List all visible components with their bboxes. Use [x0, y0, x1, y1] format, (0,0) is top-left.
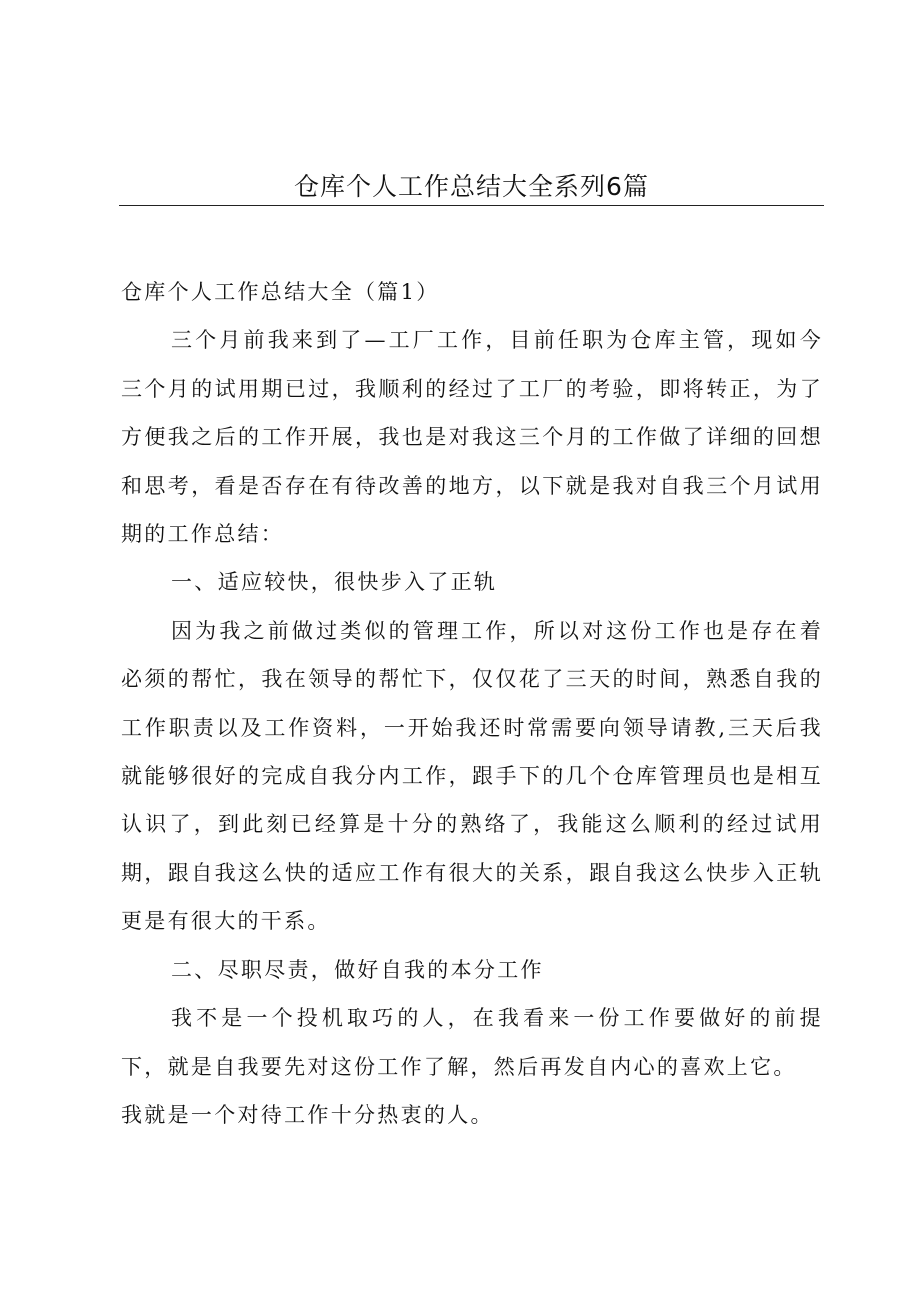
- title-block: [119, 171, 824, 206]
- section-heading-1: 一、适应较快，很快步入了正轨: [171, 570, 498, 595]
- paragraph-section-2: 我不是一个投机取巧的人，在我看来一份工作要做好的前提下，就是自我要先对这份工作了解，然后再发自内心的喜欢上它。: [121, 1006, 823, 1079]
- paragraph-closing: 我就是一个对待工作十分热衷的人。: [121, 1102, 494, 1127]
- article-heading: 仓库个人工作总结大全（篇1）: [121, 280, 440, 304]
- section-heading-2: 二、尽职尽责，做好自我的本分工作: [171, 957, 544, 982]
- document-body: [121, 268, 823, 1139]
- paragraph-intro: 三个月前我来到了—工厂工作，目前任职为仓库主管，现如今三个月的试用期已过，我顺利的经过了工厂的考验，即将转正，为了方便我之后的工作开展，我也是对我这三个月的工作做了详细的回想和思考，看是否存在有待改善的地方，以下就是我对自我三个月试用期的工作总结：: [121, 328, 823, 547]
- document-title: 仓库个人工作总结大全系列6篇: [294, 172, 649, 201]
- paragraph-section-1: 因为我之前做过类似的管理工作，所以对这份工作也是存在着必须的帮忙，我在领导的帮忙下，仅仅花了三天的时间，熟悉自我的工作职责以及工作资料，一开始我还时常需要向领导请教,三天后我就能够很好的完成自我分内工作，跟手下的几个仓库管理员也是相互认识了，到此刻已经算是十分的熟络了，我能这么顺利的经过试用期，跟自我这么快的适应工作有很大的关系，跟自我这么快步入正轨更是有很大的干系。: [121, 618, 823, 934]
- title-underline: [119, 205, 824, 206]
